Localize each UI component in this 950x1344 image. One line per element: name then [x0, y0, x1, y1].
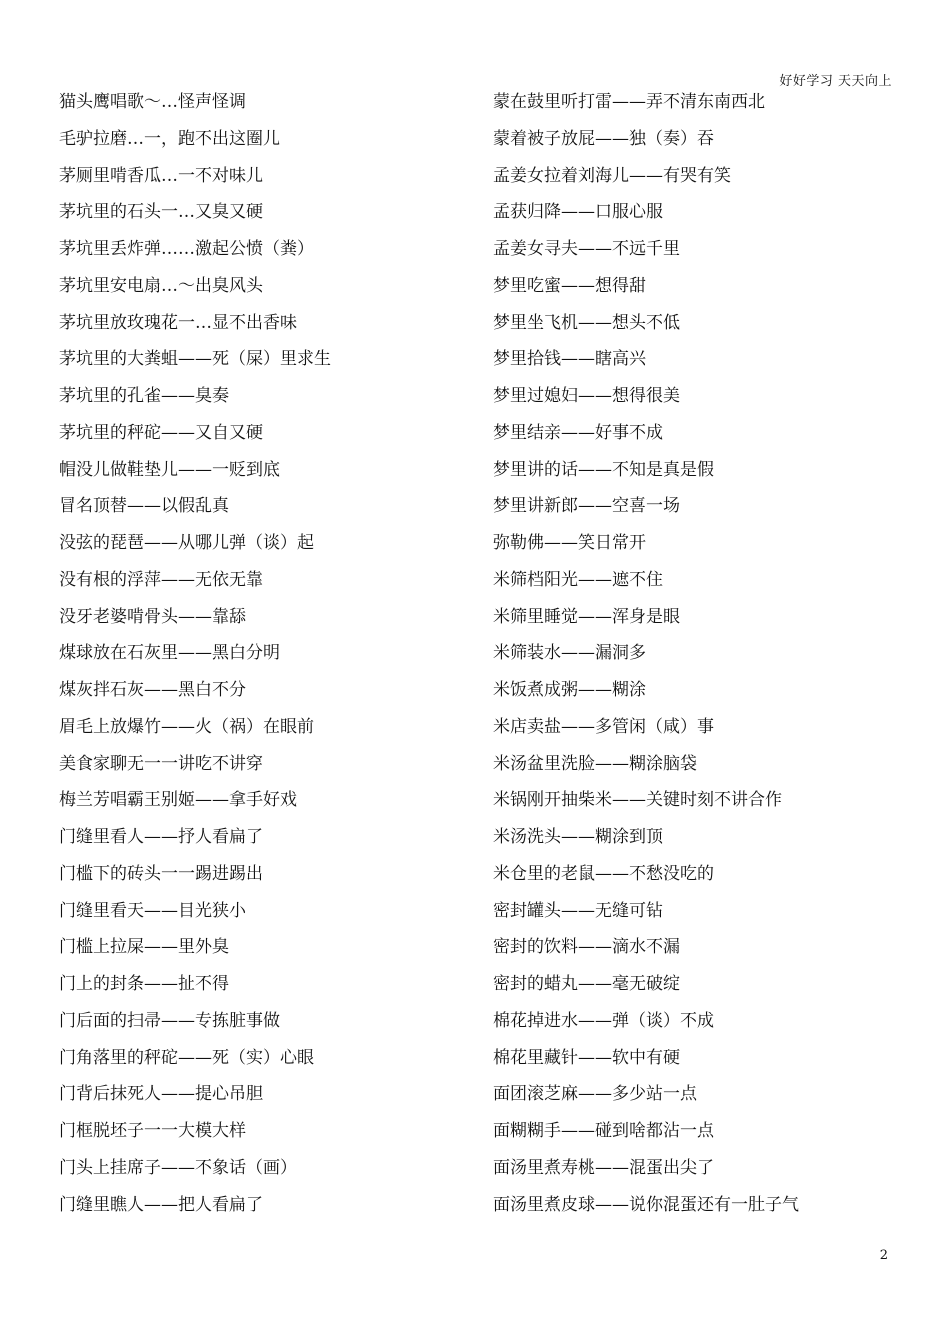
page-header: 好好学习 天天向上 — [779, 74, 892, 89]
xiehouyu-entry: 棉花里藏针——软中有硬 — [493, 1047, 680, 1068]
xiehouyu-entry: 猫头鹰唱歌～…怪声怪调 — [59, 92, 246, 112]
xiehouyu-entry: 密封的蜡丸——毫无破绽 — [493, 974, 680, 994]
xiehouyu-entry: 米筛装水——漏洞多 — [493, 643, 646, 664]
xiehouyu-entry: 梦里过媳妇——想得很美 — [493, 386, 680, 406]
xiehouyu-entry: 梦里拾钱——瞎高兴 — [493, 349, 646, 370]
xiehouyu-entry: 帽没儿做鞋垫儿——一贬到底 — [59, 459, 280, 480]
xiehouyu-entry: 茅坑里的秤砣——又自又硬 — [59, 422, 263, 443]
xiehouyu-entry: 茅坑里的孔雀——臭奏 — [59, 386, 229, 406]
xiehouyu-entry: 茅坑里的大粪蛆——死（屎）里求生 — [59, 349, 331, 370]
xiehouyu-entry: 没有根的浮萍——无依无靠 — [59, 569, 263, 590]
xiehouyu-entry: 门角落里的秤砣——死（实）心眼 — [59, 1047, 314, 1068]
xiehouyu-entry: 密封罐头——无缝可钻 — [493, 900, 663, 921]
page-number: 2 — [879, 1248, 888, 1263]
xiehouyu-entry: 茅坑里放玫瑰花一…显不出香味 — [59, 312, 297, 333]
left-column — [59, 84, 331, 1223]
xiehouyu-entry: 棉花掉进水——弹（谈）不成 — [493, 1010, 714, 1031]
xiehouyu-entry: 美食家聊无一一讲吃不讲穿 — [59, 753, 263, 774]
xiehouyu-entry: 米筛档阳光——遮不住 — [493, 569, 663, 590]
xiehouyu-entry: 米汤洗头——糊涂到顶 — [493, 827, 663, 847]
xiehouyu-entry: 梅兰芳唱霸王别姬——拿手好戏 — [59, 790, 297, 811]
xiehouyu-entry: 门缝里看人——抒人看扁了 — [59, 827, 263, 847]
xiehouyu-entry: 门头上挂席子——不象话（画） — [59, 1157, 297, 1178]
xiehouyu-entry: 蒙在鼓里听打雷——弄不清东南西北 — [493, 92, 765, 112]
xiehouyu-entry: 弥勒佛——笑日常开 — [493, 533, 646, 553]
xiehouyu-entry: 米饭煮成粥——糊涂 — [493, 680, 646, 700]
xiehouyu-entry: 面汤里煮皮球——说你混蛋还有一肚子气 — [493, 1194, 799, 1215]
xiehouyu-entry: 孟姜女拉着刘海儿——有哭有笑 — [493, 165, 731, 186]
xiehouyu-entry: 米汤盆里洗脸——糊涂脑袋 — [493, 753, 697, 774]
xiehouyu-entry: 蒙着被子放屁——独（奏）吞 — [493, 128, 714, 149]
xiehouyu-entry: 门缝里看天——目光狭小 — [59, 900, 246, 921]
xiehouyu-entry: 米锅刚开抽柴米——关键时刻不讲合作 — [493, 790, 782, 811]
xiehouyu-entry: 门上的封条——扯不得 — [59, 974, 229, 994]
xiehouyu-entry: 煤灰拌石灰——黑白不分 — [59, 680, 246, 700]
xiehouyu-entry: 门槛上拉屎——里外臭 — [59, 937, 229, 958]
xiehouyu-entry: 茅厕里啃香瓜…一不对味儿 — [59, 165, 263, 186]
xiehouyu-entry: 茅坑里的石头一…又臭又硬 — [59, 202, 263, 223]
xiehouyu-entry: 门后面的扫帚——专拣脏事做 — [59, 1010, 280, 1031]
xiehouyu-entry: 梦里讲的话——不知是真是假 — [493, 459, 714, 480]
xiehouyu-entry: 茅坑里丢炸弹……激起公愤（粪） — [59, 239, 314, 259]
xiehouyu-entry: 梦里吃蜜——想得甜 — [493, 275, 646, 296]
xiehouyu-entry: 门框脱坯子一一大模大样 — [59, 1121, 246, 1141]
xiehouyu-entry: 眉毛上放爆竹——火（祸）在眼前 — [59, 716, 314, 737]
xiehouyu-entry: 门槛下的砖头一一踢进踢出 — [59, 863, 263, 884]
right-column — [493, 84, 799, 1223]
xiehouyu-entry: 密封的饮料——滴水不漏 — [493, 937, 680, 958]
xiehouyu-entry: 煤球放在石灰里——黑白分明 — [59, 643, 280, 664]
xiehouyu-entry: 面团滚芝麻——多少站一点 — [493, 1084, 697, 1105]
xiehouyu-entry: 没牙老婆啃骨头——靠舔 — [59, 606, 246, 627]
xiehouyu-entry: 面汤里煮寿桃——混蛋出尖了 — [493, 1157, 714, 1178]
xiehouyu-entry: 冒名顶替——以假乱真 — [59, 496, 229, 517]
xiehouyu-entry: 门缝里瞧人——把人看扁了 — [59, 1194, 263, 1215]
xiehouyu-entry: 面糊糊手——碰到啥都沾一点 — [493, 1121, 714, 1141]
xiehouyu-entry: 茅坑里安电扇…～出臭风头 — [59, 275, 263, 296]
xiehouyu-entry: 毛驴拉磨…一，跑不出这圈儿 — [59, 128, 280, 149]
xiehouyu-entry: 米仓里的老鼠——不愁没吃的 — [493, 863, 714, 884]
xiehouyu-entry: 没弦的琵琶——从哪儿弹（谈）起 — [59, 533, 314, 553]
xiehouyu-entry: 梦里讲新郎——空喜一场 — [493, 496, 680, 517]
xiehouyu-entry: 孟获归降——口服心服 — [493, 202, 663, 223]
xiehouyu-entry: 米筛里睡觉——浑身是眼 — [493, 606, 680, 627]
xiehouyu-entry: 孟姜女寻夫——不远千里 — [493, 239, 680, 259]
xiehouyu-entry: 门背后抹死人——提心吊胆 — [59, 1084, 263, 1105]
xiehouyu-entry: 梦里结亲——好事不成 — [493, 422, 663, 443]
xiehouyu-entry: 米店卖盐——多管闲（咸）事 — [493, 716, 714, 737]
xiehouyu-entry: 梦里坐飞机——想头不低 — [493, 312, 680, 333]
